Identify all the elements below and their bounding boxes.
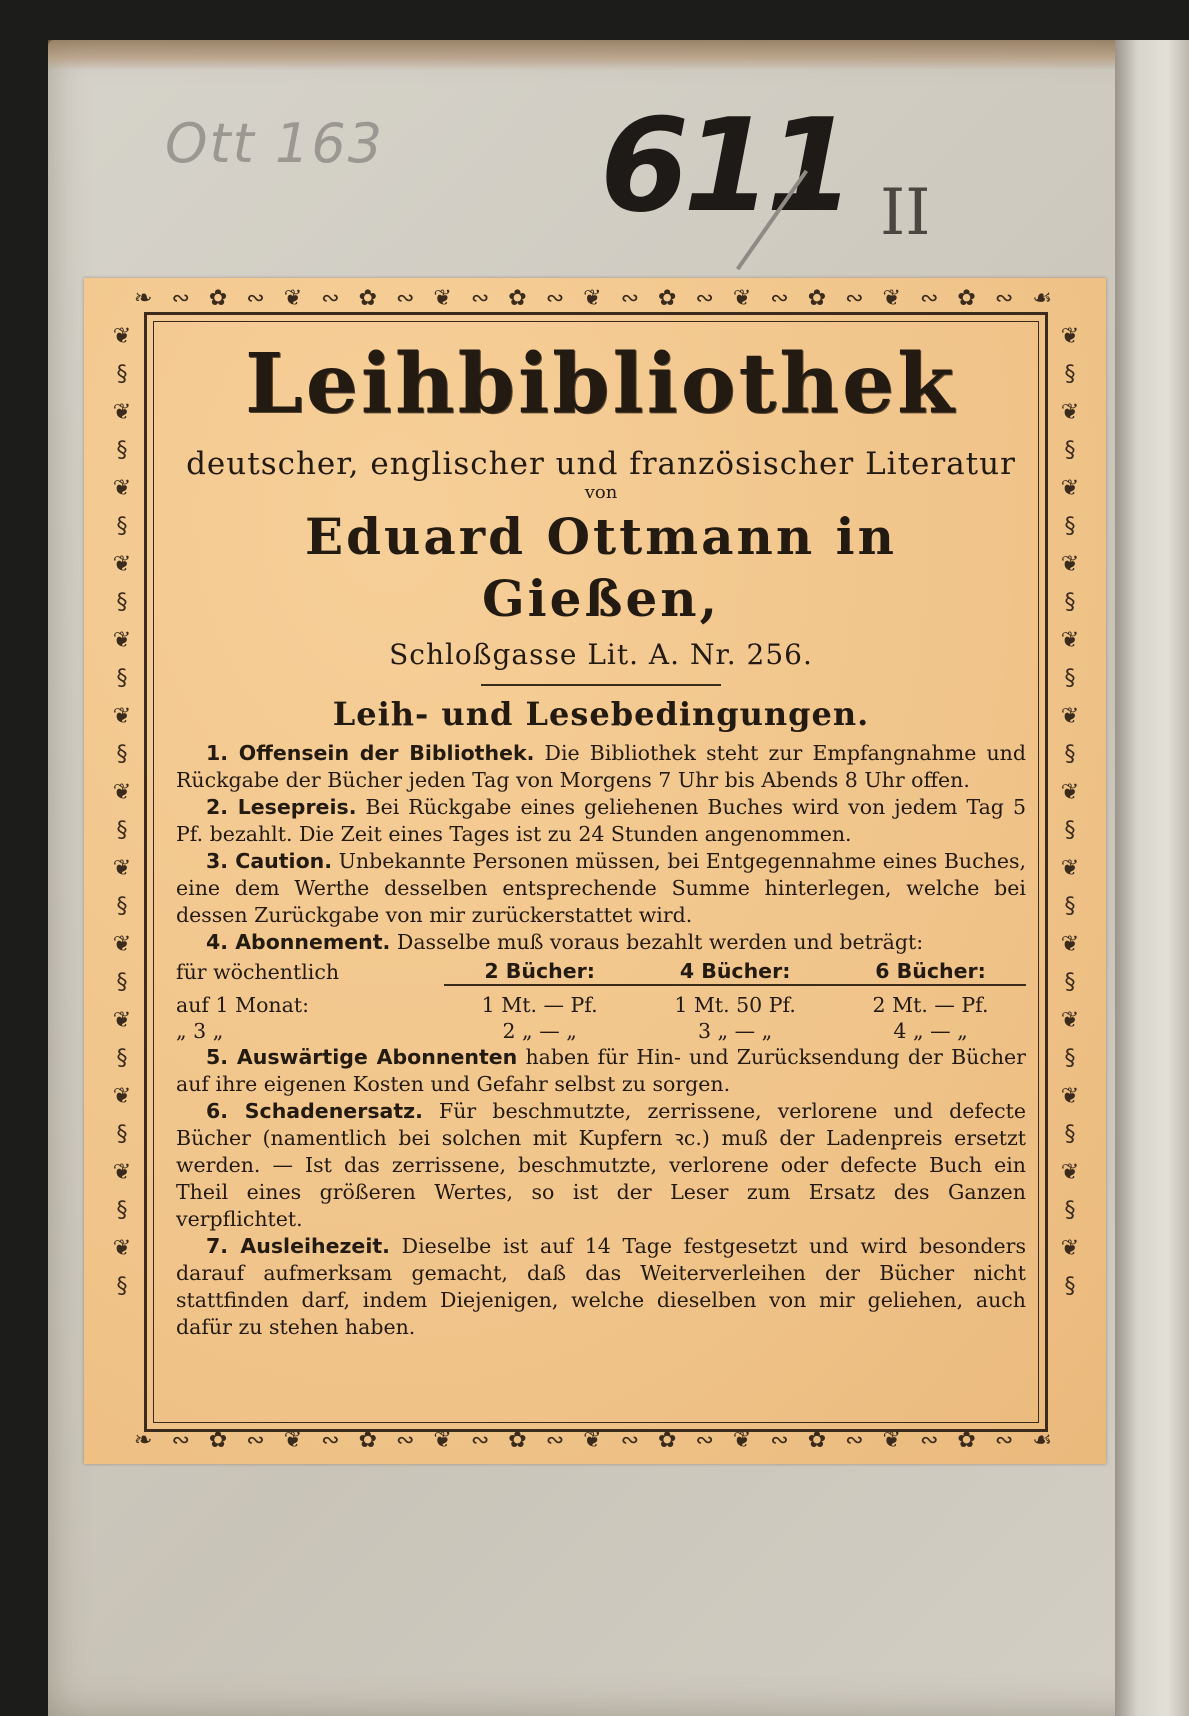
fee-cell: 4 „ — „ — [893, 1019, 968, 1043]
library-label — [84, 278, 1106, 1464]
rule-text: Für beschmutzte, zerrissene, verlorene und defecte Bücher (namentlich bei solchen mit Kupfern ꝛc.) muß der Ladenpreis ersetzt werden. — Ist das zerrissene, beschmutzte, verlorene oder defecte Buch ein Theil eines größeren Wertes, so ist der Leser zum Ersatz des Ganzen verpflichtet. — [176, 1099, 1026, 1231]
fee-row-label-header: für wöchentlich — [176, 959, 340, 984]
fee-cell: 3 „ — „ — [697, 1019, 773, 1043]
worn-top-edge — [48, 40, 1189, 70]
label-title: Leihbibliothek — [245, 336, 957, 432]
fee-cell: 2 „ — „ — [502, 1019, 577, 1043]
rule-heading: 5. Auswärtige Abonnenten — [206, 1045, 518, 1069]
pencil-shelfmark: Ott 163 — [165, 112, 385, 175]
rule-heading: 2. Lesepreis. — [206, 795, 357, 819]
roman-numeral: II — [880, 176, 931, 250]
label-subtitle: deutscher, englischer und französischer Literatur — [186, 446, 1016, 482]
table-row — [176, 1018, 1026, 1044]
rule-text: Dieselbe ist auf 14 Tage festgesetzt und wird besonders darauf aufmerksam gemacht, daß das Weiterverleihen der Bücher nicht stattfinden darf, indem Diejenigen, welche dieselben von mir geliehen, auch dafür zu stehen haben. — [176, 1234, 1026, 1339]
rule-item — [176, 1098, 1026, 1233]
section-divider — [481, 684, 721, 686]
fee-row-label: auf 1 Monat: — [176, 993, 309, 1017]
ornament-border-top: ❧ ∾ ✿ ∾ ❦ ∾ ✿ ∾ ❦ ∾ ✿ ∾ ❦ ∾ ✿ ∾ ❦ ∾ ✿ ∾ ❦ ∾ ✿ ∾ ☙ — [134, 286, 1058, 311]
rule-item — [176, 929, 1026, 956]
rule-heading: 4. Abonnement. — [206, 930, 391, 954]
book-spine — [1115, 40, 1189, 1716]
rule-item — [176, 794, 1026, 848]
label-von: von — [584, 482, 618, 503]
rule-heading: 7. Ausleihezeit. — [206, 1234, 390, 1258]
fee-row-label: „ 3 „ — [176, 1019, 224, 1043]
rule-item — [176, 740, 1026, 794]
label-content — [176, 336, 1026, 1341]
ink-number: 611 — [600, 92, 850, 241]
ornament-border-left: ❦ § ❦ § ❦ § ❦ § ❦ § ❦ § ❦ § ❦ § ❦ § ❦ § ❦ § ❦ § ❦ § — [112, 324, 132, 1299]
rule-text: Die Bibliothek steht zur Empfangnahme und Rückgabe der Bücher jeden Tag von Morgens 7 Uhr bis Abends 8 Uhr offen. — [176, 741, 1026, 792]
fee-cell: 1 Mt. — Pf. — [481, 993, 598, 1017]
fee-col-header: 4 Bücher: — [635, 958, 835, 985]
table-row — [176, 992, 1026, 1018]
rules-list — [176, 740, 1026, 1341]
ornament-border-right: ❦ § ❦ § ❦ § ❦ § ❦ § ❦ § ❦ § ❦ § ❦ § ❦ § ❦ § ❦ § ❦ § — [1060, 324, 1080, 1299]
fee-col-header: 2 Bücher: — [444, 958, 635, 985]
ornament-border-bottom: ❧ ∾ ✿ ∾ ❦ ∾ ✿ ∾ ❦ ∾ ✿ ∾ ❦ ∾ ✿ ∾ ❦ ∾ ✿ ∾ ❦ ∾ ✿ ∾ ☙ — [134, 1428, 1058, 1453]
fee-table — [176, 958, 1026, 1044]
conditions-heading: Leih- und Lesebedingungen. — [332, 695, 870, 733]
rule-heading: 1. Offensein der Bibliothek. — [206, 741, 535, 765]
rule-item — [176, 848, 1026, 929]
fee-table-header — [176, 958, 1026, 985]
rule-text: Bei Rückgabe eines geliehenen Buches wird von jedem Tag 5 Pf. bezahlt. Die Zeit eines Tages ist zu 24 Stunden angenommen. — [176, 795, 1026, 846]
rule-text: Dasselbe muß voraus bezahlt werden und beträgt: — [396, 930, 924, 954]
rule-item — [176, 1233, 1026, 1341]
rule-text: haben für Hin- und Zurücksendung der Bücher auf ihre eigenen Kosten und Gefahr selbst zu sorgen. — [176, 1045, 1026, 1096]
fee-col-header: 6 Bücher: — [835, 958, 1026, 985]
rule-text: Unbekannte Personen müssen, bei Entgegennahme eines Buches, eine dem Werthe desselben entsprechende Summe hinterlegen, welche bei dessen Zurückgabe von mir zurückerstattet wird. — [176, 849, 1026, 927]
rule-heading: 3. Caution. — [206, 849, 333, 873]
fee-cell: 1 Mt. 50 Pf. — [674, 993, 796, 1017]
fee-cell: 2 Mt. — Pf. — [872, 993, 989, 1017]
publisher-name: Eduard Ottmann in Gießen, — [304, 507, 898, 628]
rule-heading: 6. Schadenersatz. — [206, 1099, 423, 1123]
rule-item — [176, 1044, 1026, 1098]
publisher-address: Schloßgasse Lit. A. Nr. 256. — [389, 638, 813, 671]
